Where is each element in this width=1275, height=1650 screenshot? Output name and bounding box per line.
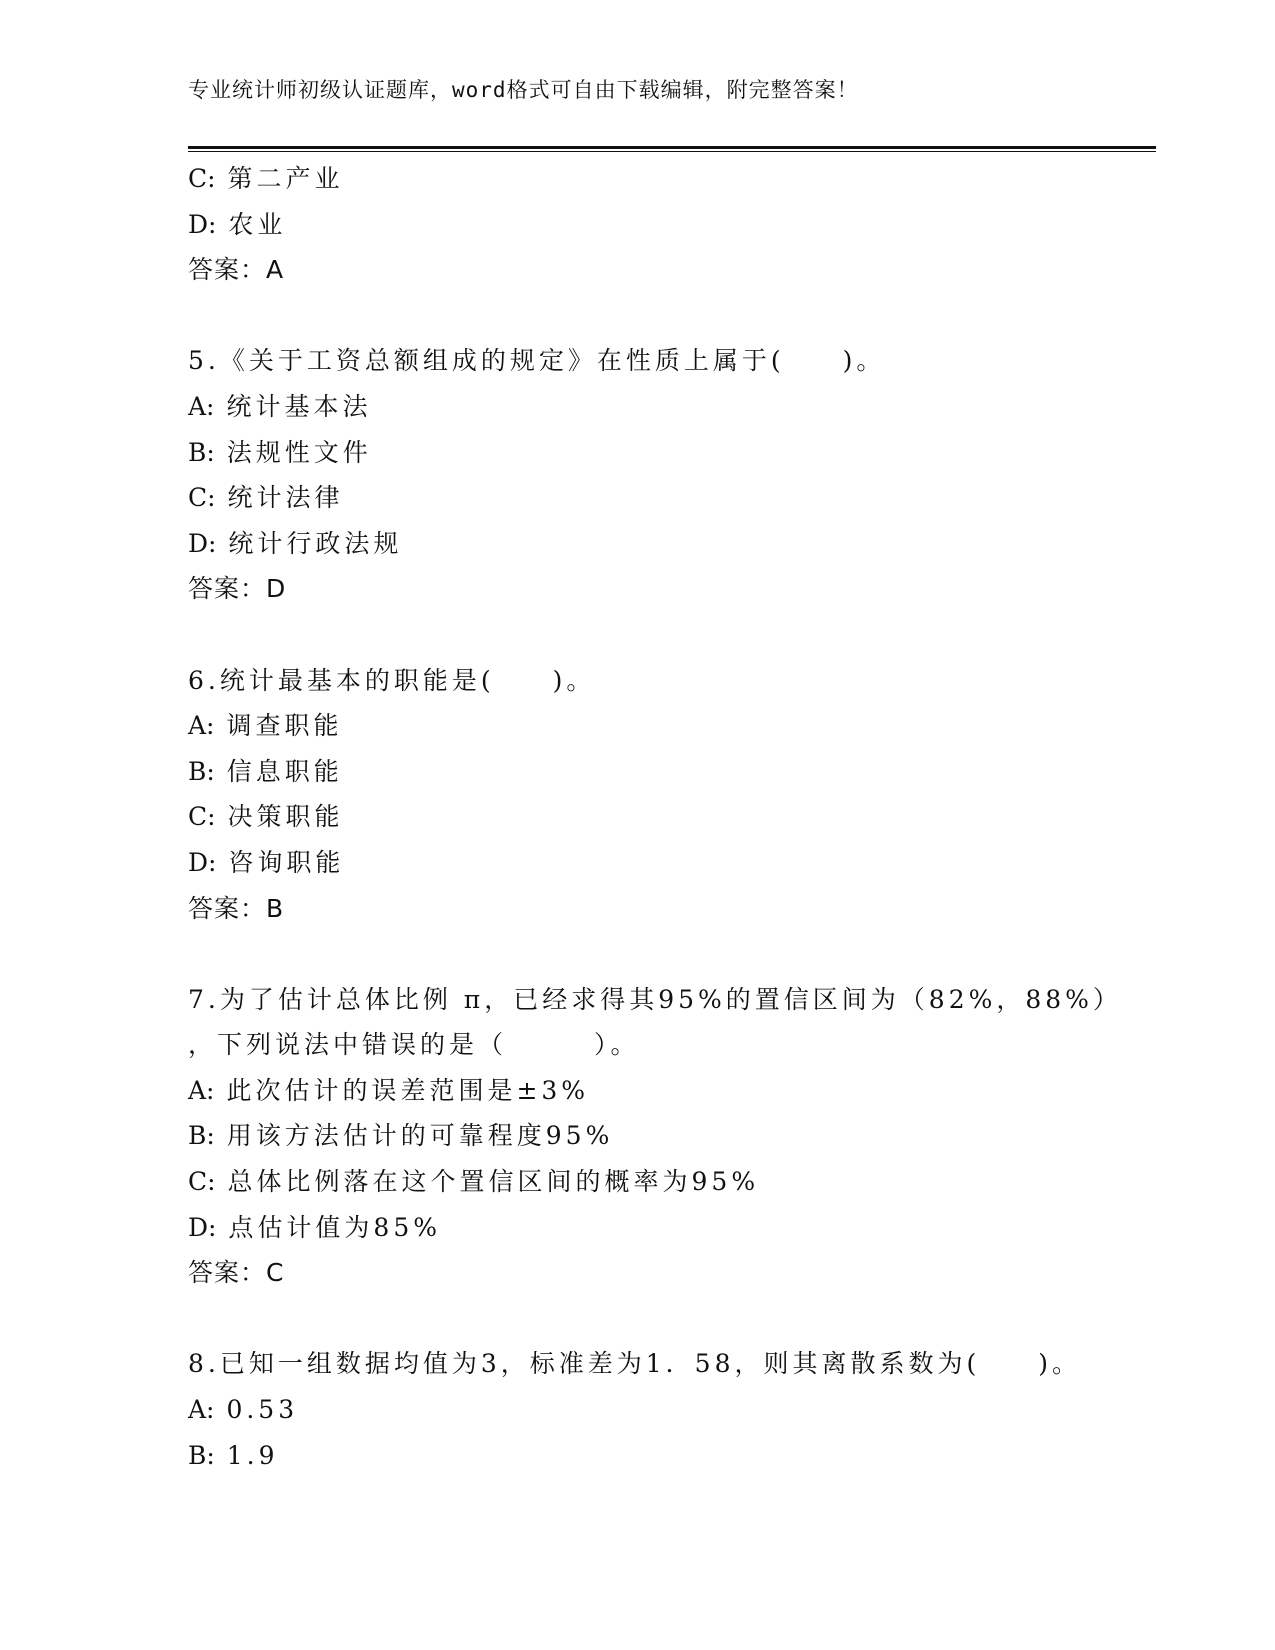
option-b: B: 法规性文件 xyxy=(188,437,372,467)
option-c: C: 统计法律 xyxy=(188,483,344,513)
option-a: A: 调查职能 xyxy=(188,711,343,741)
option-c: C: 第二产业 xyxy=(188,164,344,193)
option-a: A: 0.53 xyxy=(188,1395,299,1425)
header-rule-thick xyxy=(188,146,1156,149)
option-d: D: 咨询职能 xyxy=(188,847,345,877)
question-stem: 8.已知一组数据均值为3，标准差为1．58，则其离散系数为( )。 xyxy=(188,1349,1081,1379)
option-d: D: 统计行政法规 xyxy=(188,528,403,558)
answer: 答案：C xyxy=(188,1258,285,1288)
answer: 答案：B xyxy=(188,893,285,923)
question-stem-continued: ，下列说法中错误的是（ ）。 xyxy=(188,1030,640,1060)
option-b: B: 1.9 xyxy=(188,1440,279,1470)
option-c: C: 决策职能 xyxy=(188,802,344,832)
option-b: B: 信息职能 xyxy=(188,756,343,786)
question-stem: 7.为了估计总体比例 π，已经求得其95%的置信区间为（82%，88%） xyxy=(188,984,1122,1014)
answer: 答案：A xyxy=(188,255,285,285)
option-c: C: 总体比例落在这个置信区间的概率为95% xyxy=(188,1167,760,1197)
option-b: B: 用该方法估计的可靠程度95% xyxy=(188,1121,614,1151)
header-rule-thin xyxy=(188,151,1156,152)
option-a: A: 此次估计的误差范围是±3% xyxy=(188,1075,590,1105)
question-stem: 5.《关于工资总额组成的规定》在性质上属于( )。 xyxy=(188,346,886,376)
question-list xyxy=(188,156,1156,1478)
option-a: A: 统计基本法 xyxy=(188,391,372,421)
page-header: 专业统计师初级认证题库，word格式可自由下载编辑，附完整答案！ xyxy=(188,78,859,102)
option-d: D: 点估计值为85% xyxy=(188,1212,441,1242)
option-d: D: 农业 xyxy=(188,209,287,239)
question-stem: 6.统计最基本的职能是( )。 xyxy=(188,665,596,695)
answer: 答案：D xyxy=(188,574,287,604)
